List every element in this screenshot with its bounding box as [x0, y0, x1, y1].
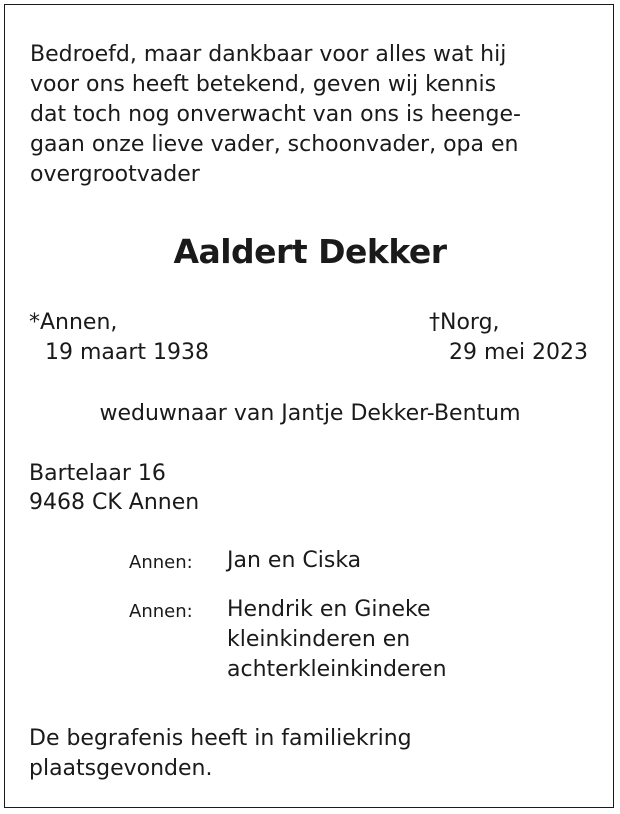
- address-postal-city: 9468 CK Annen: [29, 490, 200, 515]
- family-name-line: achterkleinkinderen: [227, 657, 447, 682]
- address-street: Bartelaar 16: [29, 461, 166, 486]
- announcement-card: [4, 4, 614, 808]
- family-names: [227, 546, 361, 576]
- intro-line: dat toch nog onverwacht van ons is heenge-: [30, 102, 521, 127]
- family-name-line: Jan en Ciska: [227, 548, 362, 573]
- relation-text: weduwnaar van Jantje Dekker-Bentum: [99, 401, 521, 426]
- intro-line: overgrootvader: [30, 162, 200, 187]
- closing-line: plaatsgevonden.: [29, 756, 213, 781]
- family-place-label: Annen:: [129, 552, 193, 573]
- closing-line: De begrafenis heeft in familiekring: [29, 726, 412, 751]
- birth-date: 19 maart 1938: [45, 340, 210, 365]
- intro-line: Bedroefd, maar dankbaar voor alles wat hij: [30, 42, 507, 67]
- intro-text: [30, 40, 521, 190]
- family-place-label: Annen:: [129, 601, 193, 622]
- closing-text: [29, 724, 412, 784]
- death-date: 29 mei 2023: [449, 340, 589, 365]
- death-place: †Norg,: [429, 310, 500, 335]
- family-name-line: kleinkinderen en: [227, 627, 411, 652]
- birth-place: *Annen,: [29, 310, 118, 335]
- family-name-line: Hendrik en Gineke: [227, 597, 431, 622]
- family-names: [227, 595, 447, 685]
- intro-line: gaan onze lieve vader, schoonvader, opa en: [30, 132, 519, 157]
- deceased-name: Aaldert Dekker: [173, 232, 447, 271]
- intro-line: voor ons heeft betekend, geven wij kennis: [30, 72, 497, 97]
